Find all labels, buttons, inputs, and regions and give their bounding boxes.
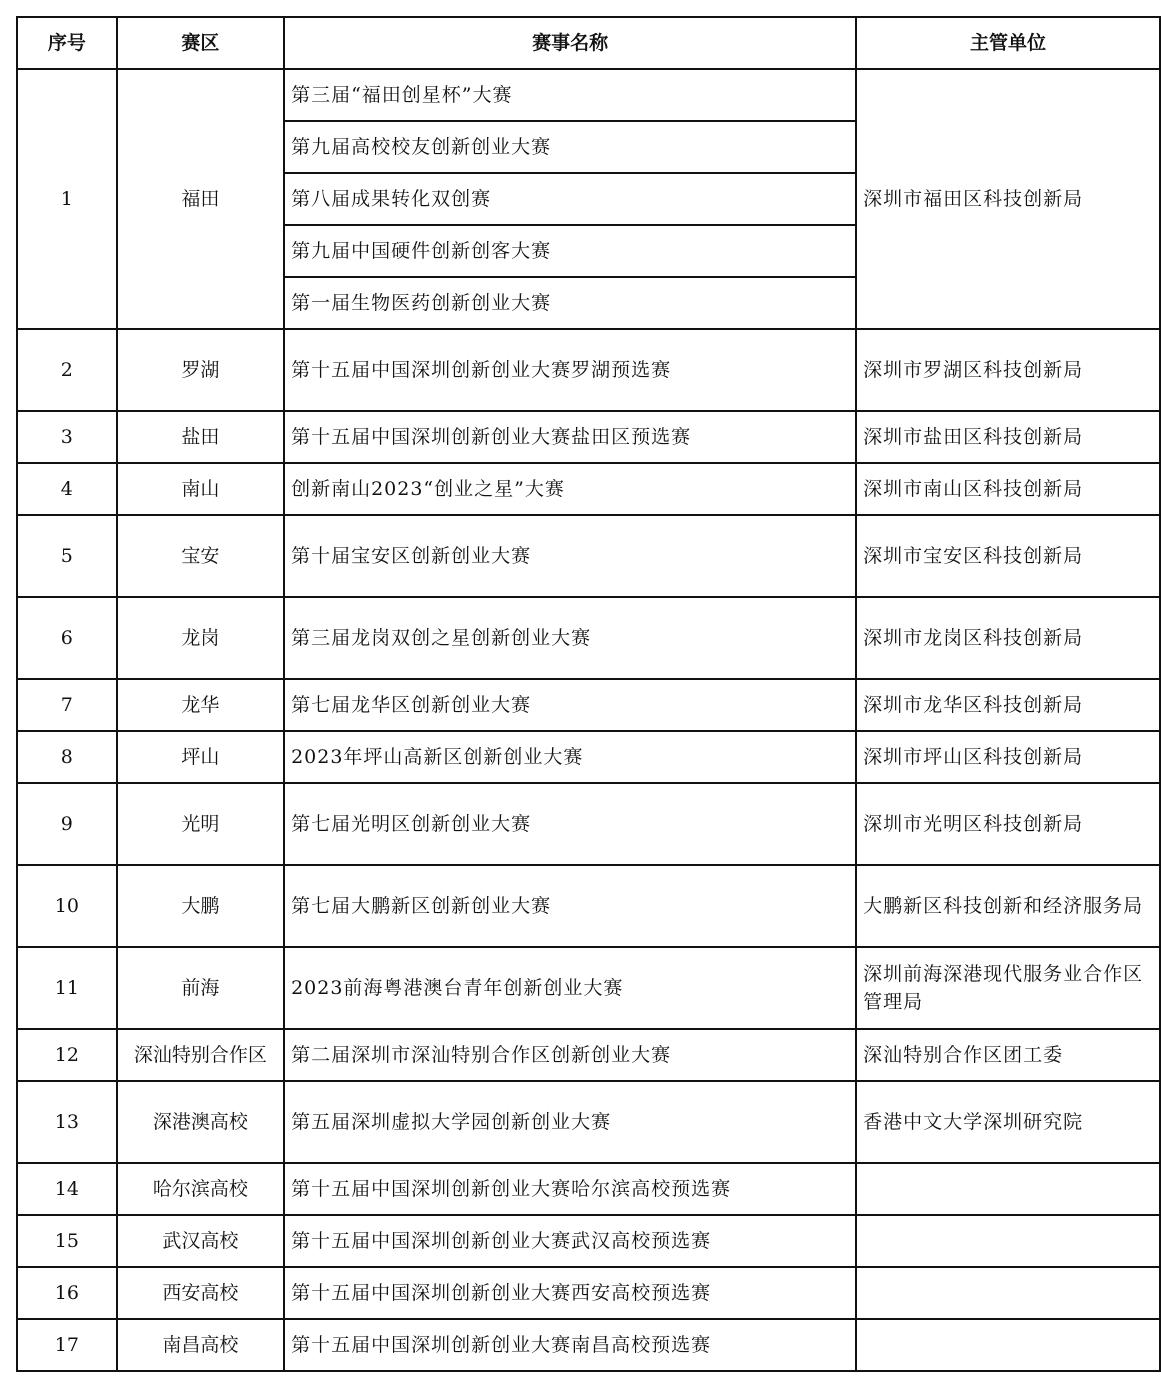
serial-number-cell: 8 xyxy=(17,731,117,783)
competition-table-container xyxy=(16,16,1161,1372)
competition-table xyxy=(16,16,1161,1372)
table-row xyxy=(17,329,1160,411)
table-row xyxy=(17,1081,1160,1163)
zone-cell: 罗湖 xyxy=(117,329,284,411)
organizer-cell: 深圳市福田区科技创新局 xyxy=(856,69,1160,329)
event-name-cell: 第十五届中国深圳创新创业大赛哈尔滨高校预选赛 xyxy=(284,1163,856,1215)
zone-cell: 西安高校 xyxy=(117,1267,284,1319)
header-row xyxy=(17,17,1160,69)
zone-cell: 深港澳高校 xyxy=(117,1081,284,1163)
event-name-cell: 第三届“福田创星杯”大赛 xyxy=(284,69,856,121)
table-row xyxy=(17,1163,1160,1215)
serial-number-cell: 7 xyxy=(17,679,117,731)
organizer-cell: 深圳市坪山区科技创新局 xyxy=(856,731,1160,783)
table-row xyxy=(17,597,1160,679)
organizer-cell: 深圳市南山区科技创新局 xyxy=(856,463,1160,515)
serial-number-cell: 11 xyxy=(17,947,117,1029)
serial-number-cell: 16 xyxy=(17,1267,117,1319)
event-name-cell: 第九届中国硬件创新创客大赛 xyxy=(284,225,856,277)
event-name-cell: 第十届宝安区创新创业大赛 xyxy=(284,515,856,597)
table-row xyxy=(17,679,1160,731)
organizer-cell: 深圳市罗湖区科技创新局 xyxy=(856,329,1160,411)
event-name-cell: 第十五届中国深圳创新创业大赛武汉高校预选赛 xyxy=(284,1215,856,1267)
zone-cell: 武汉高校 xyxy=(117,1215,284,1267)
table-row xyxy=(17,69,1160,121)
organizer-cell: 深圳市光明区科技创新局 xyxy=(856,783,1160,865)
zone-cell: 坪山 xyxy=(117,731,284,783)
organizer-cell: 香港中文大学深圳研究院 xyxy=(856,1081,1160,1163)
table-row xyxy=(17,1029,1160,1081)
event-name-cell: 第二届深圳市深汕特别合作区创新创业大赛 xyxy=(284,1029,856,1081)
organizer-cell: 深圳市盐田区科技创新局 xyxy=(856,411,1160,463)
table-row xyxy=(17,1319,1160,1371)
serial-number-cell: 15 xyxy=(17,1215,117,1267)
zone-cell: 光明 xyxy=(117,783,284,865)
organizer-cell: 深圳前海深港现代服务业合作区管理局 xyxy=(856,947,1160,1029)
event-name-cell: 第一届生物医药创新创业大赛 xyxy=(284,277,856,329)
zone-cell: 南山 xyxy=(117,463,284,515)
event-name-cell: 第十五届中国深圳创新创业大赛南昌高校预选赛 xyxy=(284,1319,856,1371)
zone-cell: 龙华 xyxy=(117,679,284,731)
zone-cell: 宝安 xyxy=(117,515,284,597)
table-row xyxy=(17,947,1160,1029)
organizer-cell: 深圳市龙华区科技创新局 xyxy=(856,679,1160,731)
organizer-cell: 深圳市龙岗区科技创新局 xyxy=(856,597,1160,679)
zone-cell: 南昌高校 xyxy=(117,1319,284,1371)
event-name-cell: 第七届大鹏新区创新创业大赛 xyxy=(284,865,856,947)
header-event-name: 赛事名称 xyxy=(284,17,856,69)
serial-number-cell: 3 xyxy=(17,411,117,463)
table-row xyxy=(17,1267,1160,1319)
zone-cell: 大鹏 xyxy=(117,865,284,947)
serial-number-cell: 12 xyxy=(17,1029,117,1081)
serial-number-cell: 1 xyxy=(17,69,117,329)
serial-number-cell: 17 xyxy=(17,1319,117,1371)
event-name-cell: 第九届高校校友创新创业大赛 xyxy=(284,121,856,173)
header-zone: 赛区 xyxy=(117,17,284,69)
organizer-cell xyxy=(856,1267,1160,1319)
table-row xyxy=(17,1215,1160,1267)
event-name-cell: 第七届光明区创新创业大赛 xyxy=(284,783,856,865)
table-row xyxy=(17,865,1160,947)
table-row xyxy=(17,463,1160,515)
event-name-cell: 2023年坪山高新区创新创业大赛 xyxy=(284,731,856,783)
table-row xyxy=(17,515,1160,597)
event-name-cell: 第五届深圳虚拟大学园创新创业大赛 xyxy=(284,1081,856,1163)
serial-number-cell: 4 xyxy=(17,463,117,515)
table-row xyxy=(17,783,1160,865)
serial-number-cell: 6 xyxy=(17,597,117,679)
organizer-cell: 深汕特别合作区团工委 xyxy=(856,1029,1160,1081)
event-name-cell: 第十五届中国深圳创新创业大赛西安高校预选赛 xyxy=(284,1267,856,1319)
event-name-cell: 第八届成果转化双创赛 xyxy=(284,173,856,225)
zone-cell: 前海 xyxy=(117,947,284,1029)
organizer-cell: 大鹏新区科技创新和经济服务局 xyxy=(856,865,1160,947)
organizer-cell xyxy=(856,1163,1160,1215)
serial-number-cell: 9 xyxy=(17,783,117,865)
table-row xyxy=(17,731,1160,783)
zone-cell: 盐田 xyxy=(117,411,284,463)
serial-number-cell: 2 xyxy=(17,329,117,411)
event-name-cell: 第七届龙华区创新创业大赛 xyxy=(284,679,856,731)
zone-cell: 深汕特别合作区 xyxy=(117,1029,284,1081)
serial-number-cell: 10 xyxy=(17,865,117,947)
event-name-cell: 第十五届中国深圳创新创业大赛罗湖预选赛 xyxy=(284,329,856,411)
event-name-cell: 2023前海粤港澳台青年创新创业大赛 xyxy=(284,947,856,1029)
serial-number-cell: 5 xyxy=(17,515,117,597)
zone-cell: 龙岗 xyxy=(117,597,284,679)
header-serial-number: 序号 xyxy=(17,17,117,69)
zone-cell: 福田 xyxy=(117,69,284,329)
organizer-cell: 深圳市宝安区科技创新局 xyxy=(856,515,1160,597)
event-name-cell: 创新南山2023“创业之星”大赛 xyxy=(284,463,856,515)
event-name-cell: 第十五届中国深圳创新创业大赛盐田区预选赛 xyxy=(284,411,856,463)
serial-number-cell: 13 xyxy=(17,1081,117,1163)
header-organizer: 主管单位 xyxy=(856,17,1160,69)
event-name-cell: 第三届龙岗双创之星创新创业大赛 xyxy=(284,597,856,679)
organizer-cell xyxy=(856,1319,1160,1371)
table-row xyxy=(17,411,1160,463)
organizer-cell xyxy=(856,1215,1160,1267)
serial-number-cell: 14 xyxy=(17,1163,117,1215)
zone-cell: 哈尔滨高校 xyxy=(117,1163,284,1215)
